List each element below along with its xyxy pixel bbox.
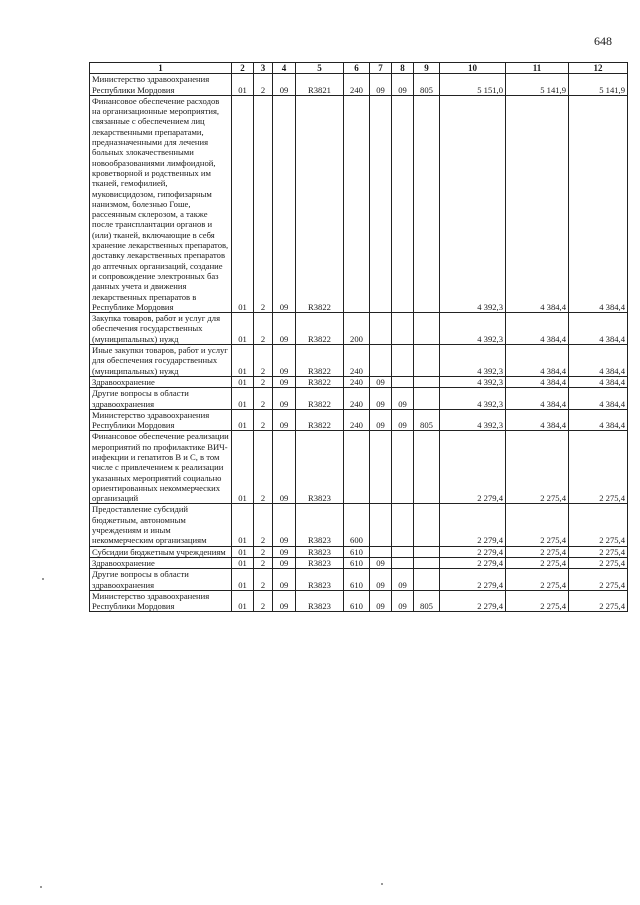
cell-col-8: [392, 345, 414, 377]
table-row: [90, 95, 628, 312]
cell-col-10: 4 392,3: [440, 95, 506, 312]
cell-col-11: 4 384,4: [506, 376, 569, 387]
cell-col-12: 4 384,4: [569, 345, 628, 377]
cell-col-12: 2 275,4: [569, 590, 628, 612]
cell-col-8: [392, 95, 414, 312]
cell-col-9: [414, 95, 440, 312]
cell-col-9: 805: [414, 409, 440, 431]
cell-col-8: 09: [392, 409, 414, 431]
cell-col-2: 01: [232, 388, 254, 410]
cell-col-3: 2: [254, 313, 273, 345]
scan-speck: [381, 883, 383, 885]
cell-col-11: 5 141,9: [506, 74, 569, 96]
cell-col-6: 240: [344, 376, 370, 387]
cell-col-3: 2: [254, 345, 273, 377]
cell-col-6: 240: [344, 388, 370, 410]
col-header: 12: [569, 63, 628, 74]
cell-col-8: [392, 504, 414, 546]
scan-speck: [40, 886, 42, 888]
cell-col-11: 2 275,4: [506, 546, 569, 557]
col-header: 9: [414, 63, 440, 74]
row-description: Субсидии бюджетным учреждениям: [90, 546, 232, 557]
cell-col-6: [344, 95, 370, 312]
cell-col-8: [392, 557, 414, 568]
cell-col-6: 240: [344, 409, 370, 431]
row-description: Закупка товаров, работ и услуг для обеспечения государственных (муниципальных) нужд: [90, 313, 232, 345]
cell-col-12: 2 275,4: [569, 504, 628, 546]
cell-col-11: 4 384,4: [506, 345, 569, 377]
cell-col-9: [414, 557, 440, 568]
cell-col-2: 01: [232, 569, 254, 591]
row-description: Министерство здравоохранения Республики Мордовия: [90, 409, 232, 431]
cell-col-11: 4 384,4: [506, 388, 569, 410]
row-description: Министерство здравоохранения Республики Мордовия: [90, 590, 232, 612]
col-header: 11: [506, 63, 569, 74]
table-row: [90, 376, 628, 387]
cell-col-4: 09: [273, 74, 296, 96]
cell-col-7: [370, 431, 392, 504]
cell-col-9: [414, 431, 440, 504]
cell-col-2: 01: [232, 504, 254, 546]
col-header: 2: [232, 63, 254, 74]
cell-col-11: 2 275,4: [506, 431, 569, 504]
cell-col-2: 01: [232, 431, 254, 504]
cell-col-3: 2: [254, 74, 273, 96]
cell-col-4: 09: [273, 431, 296, 504]
cell-col-4: 09: [273, 313, 296, 345]
cell-col-4: 09: [273, 557, 296, 568]
cell-col-10: 5 151,0: [440, 74, 506, 96]
cell-col-6: 610: [344, 569, 370, 591]
cell-col-3: 2: [254, 376, 273, 387]
cell-col-10: 4 392,3: [440, 345, 506, 377]
cell-col-3: 2: [254, 95, 273, 312]
cell-col-2: 01: [232, 590, 254, 612]
cell-col-2: 01: [232, 409, 254, 431]
cell-col-10: 2 279,4: [440, 590, 506, 612]
cell-col-12: 2 275,4: [569, 546, 628, 557]
cell-col-6: 610: [344, 590, 370, 612]
cell-col-11: 2 275,4: [506, 557, 569, 568]
table-row: [90, 546, 628, 557]
cell-col-3: 2: [254, 546, 273, 557]
cell-col-12: 4 384,4: [569, 409, 628, 431]
cell-col-11: 4 384,4: [506, 409, 569, 431]
row-description: Министерство здравоохранения Республики Мордовия: [90, 74, 232, 96]
col-header: 5: [296, 63, 344, 74]
cell-col-10: 4 392,3: [440, 409, 506, 431]
cell-col-7: [370, 345, 392, 377]
cell-col-5: R3821: [296, 74, 344, 96]
cell-col-7: [370, 95, 392, 312]
cell-col-12: 4 384,4: [569, 388, 628, 410]
row-description: Иные закупки товаров, работ и услуг для обеспечения государственных (муниципальных) нужд: [90, 345, 232, 377]
cell-col-7: 09: [370, 74, 392, 96]
cell-col-10: 2 279,4: [440, 546, 506, 557]
cell-col-10: 2 279,4: [440, 504, 506, 546]
cell-col-2: 01: [232, 95, 254, 312]
cell-col-3: 2: [254, 388, 273, 410]
cell-col-5: R3823: [296, 546, 344, 557]
cell-col-7: 09: [370, 388, 392, 410]
cell-col-7: [370, 546, 392, 557]
col-header: 1: [90, 63, 232, 74]
cell-col-5: R3823: [296, 590, 344, 612]
cell-col-7: 09: [370, 376, 392, 387]
cell-col-6: 240: [344, 74, 370, 96]
cell-col-9: [414, 569, 440, 591]
cell-col-2: 01: [232, 74, 254, 96]
cell-col-11: 2 275,4: [506, 504, 569, 546]
cell-col-4: 09: [273, 345, 296, 377]
cell-col-2: 01: [232, 376, 254, 387]
row-description: Финансовое обеспечение расходов на организационные мероприятия, связанные с обеспечением лиц лекарственными препаратами, предназначенными для лечения больных злокачественными новообразованиями лимфоидной, кроветворной и родственных им тканей, гемофилией, муковисцидозом, гипофизарным нанизмом, болезнью Гоше, рассеянным склерозом, а также после трансплантации органов и (или) тканей, включающие в себя хранение лекарственных препаратов, доставку лекарственных препаратов до аптечных организаций, создание и сопровождение электронных баз данных учета и движения лекарственных препаратов в Республике Мордовия: [90, 95, 232, 312]
cell-col-7: 09: [370, 409, 392, 431]
cell-col-4: 09: [273, 569, 296, 591]
cell-col-12: 2 275,4: [569, 569, 628, 591]
cell-col-9: [414, 546, 440, 557]
cell-col-9: [414, 376, 440, 387]
cell-col-8: 09: [392, 388, 414, 410]
cell-col-5: R3822: [296, 95, 344, 312]
cell-col-10: 4 392,3: [440, 376, 506, 387]
cell-col-7: 09: [370, 590, 392, 612]
cell-col-12: 4 384,4: [569, 95, 628, 312]
cell-col-5: R3823: [296, 569, 344, 591]
cell-col-9: 805: [414, 590, 440, 612]
cell-col-12: 5 141,9: [569, 74, 628, 96]
cell-col-12: 4 384,4: [569, 376, 628, 387]
table-row: [90, 569, 628, 591]
col-header: 4: [273, 63, 296, 74]
cell-col-8: [392, 546, 414, 557]
cell-col-5: R3823: [296, 504, 344, 546]
cell-col-8: 09: [392, 590, 414, 612]
table-row: [90, 313, 628, 345]
cell-col-10: 2 279,4: [440, 557, 506, 568]
row-description: Здравоохранение: [90, 557, 232, 568]
table-row: [90, 388, 628, 410]
col-header: 3: [254, 63, 273, 74]
cell-col-6: 240: [344, 345, 370, 377]
cell-col-11: 4 384,4: [506, 95, 569, 312]
cell-col-4: 09: [273, 546, 296, 557]
cell-col-2: 01: [232, 313, 254, 345]
table-row: [90, 557, 628, 568]
cell-col-5: R3822: [296, 409, 344, 431]
cell-col-3: 2: [254, 590, 273, 612]
header-row: [90, 63, 628, 74]
cell-col-11: 4 384,4: [506, 313, 569, 345]
cell-col-12: 2 275,4: [569, 431, 628, 504]
table-row: [90, 504, 628, 546]
row-description: Другие вопросы в области здравоохранения: [90, 569, 232, 591]
cell-col-9: [414, 313, 440, 345]
table-row: [90, 590, 628, 612]
cell-col-7: [370, 504, 392, 546]
cell-col-3: 2: [254, 557, 273, 568]
cell-col-7: 09: [370, 557, 392, 568]
cell-col-9: [414, 504, 440, 546]
cell-col-10: 2 279,4: [440, 431, 506, 504]
cell-col-6: 600: [344, 504, 370, 546]
table-body: [90, 74, 628, 612]
cell-col-5: R3822: [296, 376, 344, 387]
cell-col-9: [414, 345, 440, 377]
cell-col-2: 01: [232, 557, 254, 568]
cell-col-5: R3822: [296, 345, 344, 377]
cell-col-5: R3822: [296, 313, 344, 345]
cell-col-8: [392, 313, 414, 345]
cell-col-6: 610: [344, 557, 370, 568]
cell-col-4: 09: [273, 504, 296, 546]
cell-col-4: 09: [273, 388, 296, 410]
budget-table: [89, 62, 628, 612]
cell-col-3: 2: [254, 569, 273, 591]
col-header: 6: [344, 63, 370, 74]
cell-col-5: R3823: [296, 557, 344, 568]
col-header: 10: [440, 63, 506, 74]
cell-col-4: 09: [273, 409, 296, 431]
cell-col-8: 09: [392, 74, 414, 96]
cell-col-6: [344, 431, 370, 504]
table-row: [90, 409, 628, 431]
col-header: 8: [392, 63, 414, 74]
cell-col-11: 2 275,4: [506, 590, 569, 612]
table-row: [90, 431, 628, 504]
cell-col-4: 09: [273, 376, 296, 387]
cell-col-5: R3822: [296, 388, 344, 410]
row-description: Финансовое обеспечение реализации мероприятий по профилактике ВИЧ-инфекции и гепатитов В и С, в том числе с привлечением к реализации указанных мероприятий социально ориентированных некоммерческих организаций: [90, 431, 232, 504]
cell-col-3: 2: [254, 431, 273, 504]
cell-col-9: 805: [414, 74, 440, 96]
cell-col-4: 09: [273, 590, 296, 612]
cell-col-6: 610: [344, 546, 370, 557]
cell-col-5: R3823: [296, 431, 344, 504]
cell-col-10: 2 279,4: [440, 569, 506, 591]
cell-col-4: 09: [273, 95, 296, 312]
cell-col-11: 2 275,4: [506, 569, 569, 591]
cell-col-2: 01: [232, 546, 254, 557]
row-description: Предоставление субсидий бюджетным, автономным учреждениям и иным некоммерческим организациям: [90, 504, 232, 546]
row-description: Здравоохранение: [90, 376, 232, 387]
scan-speck: [42, 578, 44, 580]
cell-col-6: 200: [344, 313, 370, 345]
cell-col-8: 09: [392, 569, 414, 591]
cell-col-8: [392, 431, 414, 504]
cell-col-12: 2 275,4: [569, 557, 628, 568]
page-number: 648: [594, 34, 612, 48]
table-row: [90, 345, 628, 377]
table-row: [90, 74, 628, 96]
cell-col-3: 2: [254, 409, 273, 431]
row-description: Другие вопросы в области здравоохранения: [90, 388, 232, 410]
cell-col-8: [392, 376, 414, 387]
cell-col-2: 01: [232, 345, 254, 377]
cell-col-3: 2: [254, 504, 273, 546]
cell-col-10: 4 392,3: [440, 313, 506, 345]
cell-col-12: 4 384,4: [569, 313, 628, 345]
cell-col-9: [414, 388, 440, 410]
cell-col-7: [370, 313, 392, 345]
cell-col-7: 09: [370, 569, 392, 591]
cell-col-10: 4 392,3: [440, 388, 506, 410]
col-header: 7: [370, 63, 392, 74]
